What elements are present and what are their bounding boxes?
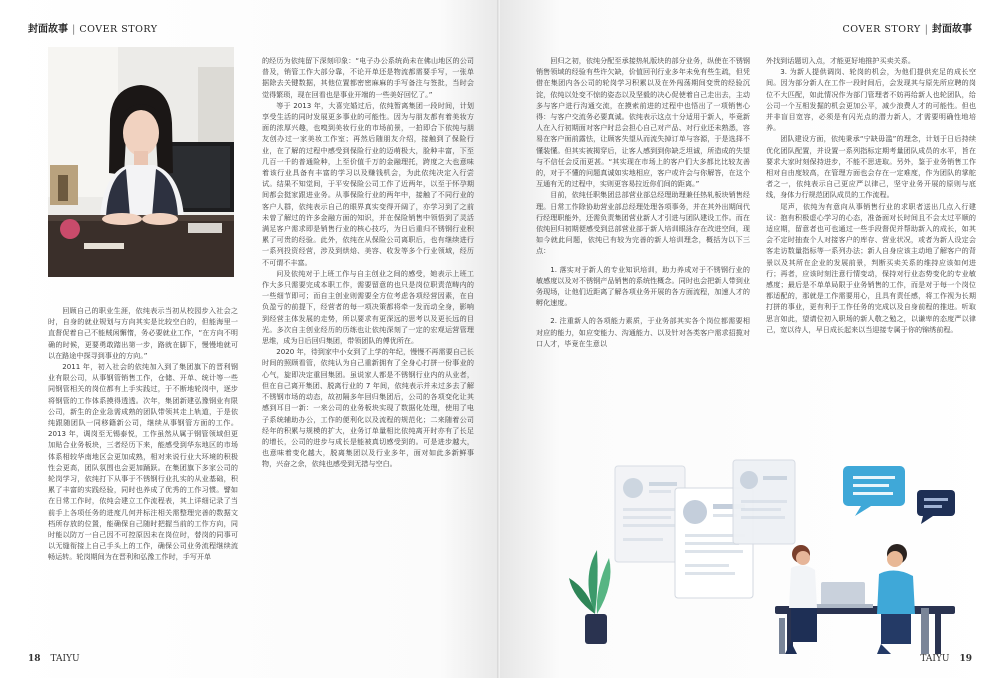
paragraph: 回顾自己的职业生涯，依纯表示当初从校园步入社会之时，自身的就业规划与方向其实是比较空白的，但能海里一直督促着自己不能贼闲懈惰，务必要就业工作，“在方向不明确的时候，更要勇敢踏出第一步，路就在脚下，慢慢地就可以在路途中探寻到事业的方向。” — [48, 306, 238, 360]
paragraph: 等于 2013 年，大喜完婚过后，依纯暂离集团一段时间，计划享受生活的同时发展更多事业的可能性。因为与朋友都有着美妆方面的浓厚兴趣，也嗅到美妆行业的市场前景，一拍即合下依纯与朋友创办过一家美妆工作室；再然后随朋友介绍，接触到了保险行业，在了解的过程中感受到保险行业的迈萌极大，脸种丰富，下至几百一千的普通险种，上至价值千万的金融理托，跨度之大也意味着该行业具备有丰富的学习以及赚钱机会，为此依纯决定入行尝试。结果不知觉间，于平安保险公司工作了近两年，以至于怀孕期间都会挺家跟进业务。从事保险行业的两年中，接触了不同行业的客户人群，依纯表示自己的眼界真实变得开阔了，亦学习到了之前未曾了解过的许多金融方面的知识，并在保险销售中领悟到了灵活满足客户需求即是销售行业的核心技巧，为日后重归不锈钢行业积累了可贵的经验。此外，依纯在从保险公司离职后，也有继续进行一系列投资经营，涉及到烘焙、美容、收发等多个行业领域，经历不可谓不丰富。 — [262, 100, 474, 267]
person-at-desk-photo — [48, 47, 234, 277]
folio-left — [28, 654, 80, 664]
text-column-4 — [766, 55, 976, 465]
paragraph: 团队建设方面，依纯秉承“宁缺毋滥”的理念，计划于日后持续优化团队配置，并设置一系列指标定期考量团队成员的水平，旨在要求大家时刻保持进步，不能不思进取。另外，鉴于业务销售工作相对自由度较高，在管理方面也会存在一定难度，作为团队的掌舵者之一，依纯表示自己更应严以律己，坚守业务开展的原则与底线，身体力行规范团队成员的工作流程。 — [766, 134, 976, 200]
paragraph: 2011 年，初入社会的依纯加入到了集团旗下的晋利钢业有限公司，从事钢管销售工作，仓储、开单、统计等一些同钢管相关的岗位都有上手实践过，于不断地轮岗中，逐步将钢管的工作体系摸得透透。次年，集团新建弘豫钢业有限公司，新生的企业急需成熟的团队带领其走上轨道，于是依纯跟随团队一同移籍新公司，继续从事钢管方面的工作。2013 年，调岗至无锡泰悦，工作虽然从属于钢管领域但更加贴合业务板块，三者经历下来，能感受到华东地区的市场体系相较华南地区会更加成熟，相对来说行业大环境的积极性会更高，团队氛围也会更加踊跃。在集团旗下多家公司的轮岗学习，依纯打下从事于不锈钢行业扎实的从业基础，积累了丰富的实践经验，同时也养成了优秀的工作习惯。譬如在日常工作时，依纯会建立工作流程表，其上详细记录了当前手上各项任务的进度几何并标注相关需整理完善的数据文档所存放的位置，能确保自己随时把握当前的工作方向，同时能以防万一自己因不可控原因未在岗位时，替岗的同事可以无缝衔接上自己手头上的工作，确保公司业务流程继续流畅运转。轮岗期间为在晋利和弘豫工作时，手写开单 — [48, 362, 238, 562]
paragraph: 2. 注重新人的各项能力素质，于业务部其实各个岗位都需要相对应的能力，如应变能力、沟通能力、以及针对各类客户需求招揽对口人才，毕竟在生意以 — [536, 316, 750, 348]
paragraph: 目前，依纯任职集团总部营业部总经理助理兼任热轧板块销售经理。日常工作除协助营业部总经理处理各项事务，并在其外出期间代行经理职能外，还需负责集团营业新人才引进与团队建设工作。而在依纯回归初期便感受到总部营业部于新人培训眼泳存在改进空间，现如今就此问题，依纯已有较为完善的新人培训理念，概括为以下三点： — [536, 190, 750, 256]
page-number: 19 — [959, 654, 972, 664]
paragraph: 1. 落实对于新人的专业知识培训，助力养成对于不锈钢行业的敏感度以及对不锈钢产品销售的系统性概念。同时也会把新人带到业务现场，让他们近距离了解各项业务开展的各方面流程，加速人才的孵化速度。 — [536, 264, 750, 308]
team-meeting-illustration — [525, 458, 975, 658]
paragraph: 的经历为依纯留下深刻印象：“电子办公系统尚未在佛山地区的公司普及，销管工作大部分靠，不论开单还是物流都需要手写，一张单据除去关键数据，其他位置都密密麻麻的手写备注与签批，当时会觉得繁琐，现在回看也是事业开端的一些美好回忆了。” — [262, 56, 474, 99]
magazine-name: TAIYU — [920, 654, 950, 664]
running-head-right — [843, 20, 973, 35]
text-column-1 — [48, 305, 238, 635]
paragraph: 尾声，依纯为有意向从事销售行业的求职者送出几点入行建议：抱有积极虚心学习的心态，准备面对长时间且不会太过平顺的适应期，留意者也可也通过一些手段督促并帮助新入的成长，如其会不定时抽查个人对接客户的库存、营业状况，或者为新人设定会客走访数量指标等一系列办法；新人自身应该主动地了解客户的背景以及其所在企业的发展前景，判断买卖关系的维持应该如何进行；再者，应该时刻注意行情变动，保持对行业态势变化的专业敏感度；最后是不单单局限于业务销售的工作，而是对于每一个岗位都适配的，那就是工作需要用心，且具有责任感，将工作视为长期打拼的事业，更有利于工作任务的完成以及自身前程的推进。听取思言如此，望请位初入职场的新人敬之勉之，以谦卑的态度严以律己，宽以待人，早日成长起来以当迎接专属于你的锦绣前程。 — [766, 201, 976, 334]
text-column-3 — [536, 55, 750, 447]
separator: | — [72, 24, 76, 35]
section-title-en: COVER STORY — [79, 24, 158, 35]
separator: | — [924, 24, 928, 35]
section-title-cn: 封面故事 — [28, 24, 68, 35]
paragraph: 3. 为新人提供调岗、轮岗的机会，为他们提供充足的成长空间。因为部分新人在工作一段时间后，会发现其与原先所应聘的岗位不大匹配，如此情况作为部门管理者不妨再给新人也轮团队，给公司一个互相发掘的机会更加公平，减少浪费人才的可能性。但也并非盲目宽容，必须是有闪光点的潜力新人，才需要明确性地培养。 — [766, 67, 976, 133]
page-number: 18 — [28, 654, 41, 664]
paragraph: 外找到话题切入点，才能更好地推护买卖关系。 — [766, 56, 915, 65]
paragraph: 问及依纯对于上班工作与自主创业之间的感受，她表示上班工作大多只需要完成本职工作，需要留意的也只是岗位职责范畴内的一些细节即可；而自主创业则需要全方位考虑各项经营因素，在自负盈亏的前提下，经营者的每一项决策都将牵一发而动全身，影响到经营主体发展的走势，所以要求有更深远的思考以及更长远的目光。多次自主创业经历的历练也让依纯深刻了一定的宏观运营管理思维，成为日后回归集团，带领团队的傅优所在。 — [262, 268, 474, 346]
paragraph: 回归之初，依纯分配至承接热轧版块的部分业务，纵使在不锈钢销售领域的经验有些许欠缺，价值回刊行业多年未免有些生疏，但凭借在集团内各公司的轮岗学习积累以及在外闯荡期间变贵的经验沉淀，依纯以处变不惊的姿态以及坚毅的决心促使着自己走出去，主动多与客户进行沟通交流，在摸索前进的过程中也悟出了一项销售心得：与客户交流务必要真诚。依纯表示这点十分适用于新人，毕竟新人在入行初期面对客户时总会担心自己对产品、对行业还未熟悉，容易在客户面前露怯，让顾客失望从而流失掉订单与容源，于是选择不懂装懂。但其实被揭穿后，让客人感到到你缺乏坦诚，所造成的失望与不信任会反而更甚。“其实现在市场上的客户们大多都比比较友善的，对于不懂的问题真诚如实地相应，客户或许会与你解答，在这个互通有无的过程中，实则更容易拉近你们间的距离。” — [536, 56, 750, 189]
paragraph: 2020 年，待到家中小女到了上学的年纪，慢慢不再需要自己长时间的照顾看管，依纯认为自己重新拥有了全身心打拼一份事业的心气，旋即决定重回集团。虽说家人都是不锈钢行业内的从业者，但在自己离开集团、脱离行业的 7 年间，依纯表示并未过多去了解不锈钢市场的动态，故初隔多年回归集团后，公司的各项变化让其感到耳目一新：一来公司的业务板块实现了数据化处理，使用了电子系统辅助办公，工作的便利化以及流程的规范化；二来随着公司经年的积累与规模的扩大，业务订单量相比依纯离开时亦有了长足的增长，公司的进步与成长是能被真切感受到的。可是进步越大，也意味着变化越大，脱离集团以及行业多年，面对如此多新鲜事物，兴奋之余，依纯也感受到无措与空白。 — [262, 347, 474, 469]
section-title-cn: 封面故事 — [932, 24, 972, 35]
section-title-en: COVER STORY — [842, 24, 921, 35]
magazine-name: TAIYU — [50, 654, 80, 664]
running-head-left — [28, 20, 158, 35]
text-column-2 — [262, 55, 474, 635]
